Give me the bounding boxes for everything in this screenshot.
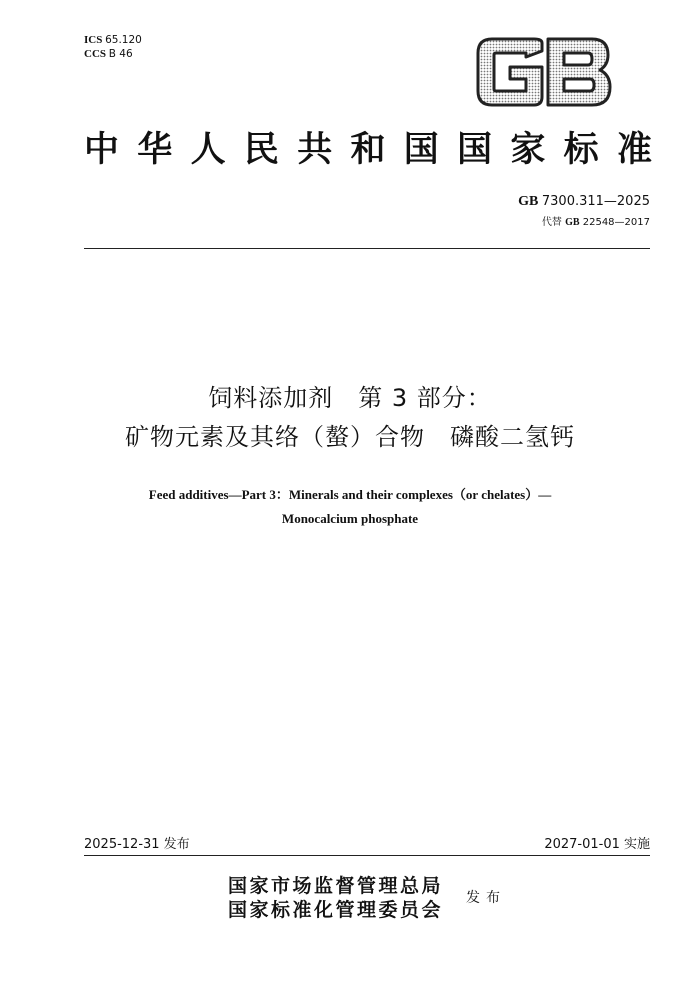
- bottom-divider: [84, 855, 650, 856]
- issuing-authorities: [228, 874, 443, 922]
- replaces-prefix: 代替: [541, 217, 562, 228]
- top-divider: [84, 248, 650, 249]
- classification-codes: [84, 33, 142, 61]
- ccs-value: B 46: [108, 48, 133, 60]
- gb-logo: [474, 37, 614, 107]
- ccs-code: [84, 47, 142, 61]
- ics-value: 65.120: [105, 34, 142, 46]
- chinese-title-line-2: 矿物元素及其络（螯）合物 磷酸二氢钙: [125, 423, 575, 451]
- national-standard-title: 中华人民共和国国家标准: [84, 129, 654, 170]
- english-title-line-2: Monocalcium phosphate: [281, 511, 419, 526]
- issuer-sac: 国家标准化管理委员会: [228, 899, 444, 921]
- issue-date: 2025-12-31 发布: [84, 837, 190, 852]
- replaces-gb: GB: [565, 217, 580, 228]
- ics-label: ICS: [84, 34, 103, 46]
- logo-letter-g: [478, 39, 542, 105]
- standard-number-prefix: GB: [518, 194, 539, 209]
- effective-date: 2027-01-01 实施: [544, 837, 650, 852]
- ics-code: [84, 33, 142, 47]
- issue-label: 发布: [466, 890, 506, 906]
- replaces-value: 22548—2017: [582, 217, 650, 228]
- standard-number: [518, 193, 650, 211]
- english-title-line-1: Feed additives—Part 3：Minerals and their complexes（or chelates）—: [148, 487, 552, 502]
- chinese-title-line-1: 饲料添加剂 第 3 部分：: [208, 384, 492, 412]
- standard-number-value: 7300.311—2025: [541, 194, 650, 209]
- issuer-samr: 国家市场监督管理总局: [228, 875, 444, 897]
- ccs-label: CCS: [84, 48, 107, 60]
- logo-letter-b: [548, 39, 610, 105]
- replaces-standard: [542, 216, 650, 230]
